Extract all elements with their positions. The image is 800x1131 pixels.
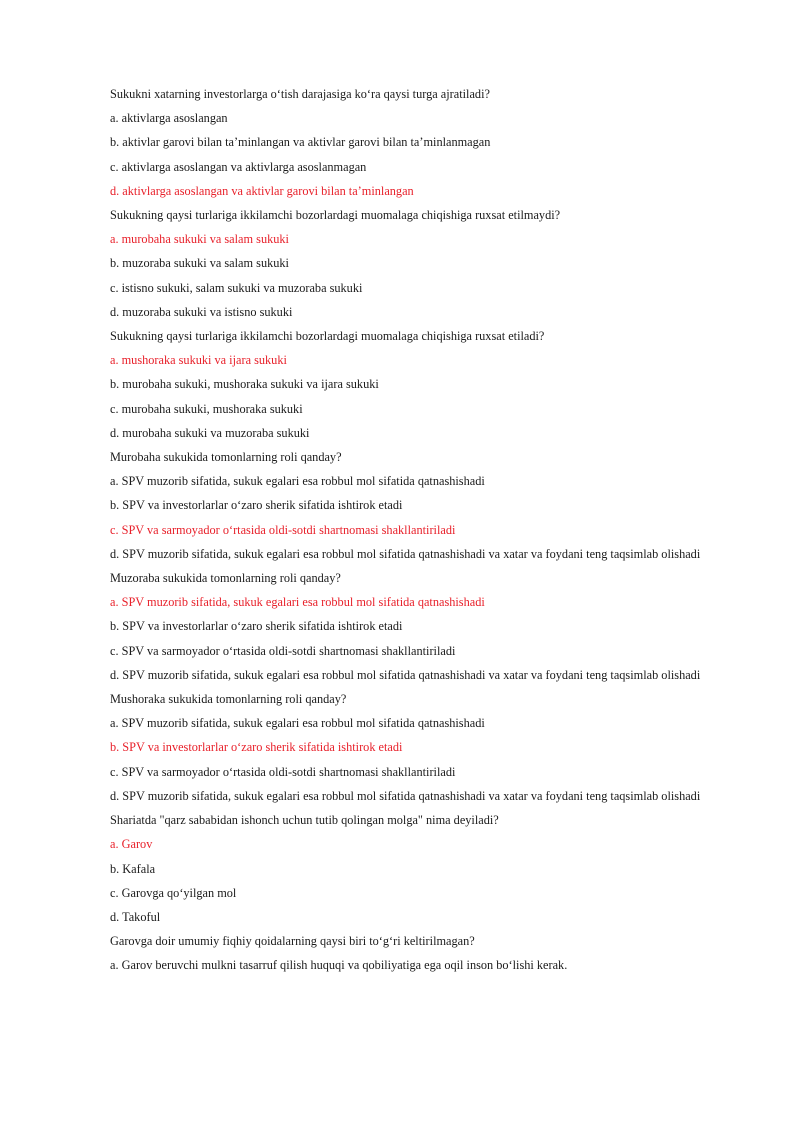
question-block	[110, 82, 714, 203]
answer-option: b. SPV va investorlarlar o‘zaro sherik sifatida ishtirok etadi	[110, 619, 403, 634]
answer-option: d. murobaha sukuki va muzoraba sukuki	[110, 425, 310, 440]
question-block	[110, 687, 714, 808]
answer-option: d. muzoraba sukuki va istisno sukuki	[110, 304, 293, 319]
answer-option: c. murobaha sukuki, mushoraka sukuki	[110, 401, 303, 416]
correct-answer-option: a. mushoraka sukuki va ijara sukuki	[110, 353, 287, 368]
answer-option: d. SPV muzorib sifatida, sukuk egalari esa robbul mol sifatida qatnashishadi va xatar va foydani teng taqsimlab olishadi	[110, 788, 701, 803]
question-text: Murobaha sukukida tomonlarning roli qanday?	[110, 450, 342, 465]
answer-option: b. muzoraba sukuki va salam sukuki	[110, 256, 289, 271]
answer-option: d. SPV muzorib sifatida, sukuk egalari esa robbul mol sifatida qatnashishadi va xatar va foydani teng taqsimlab olishadi	[110, 667, 701, 682]
correct-answer-option: a. Garov	[110, 837, 153, 852]
question-text: Mushoraka sukukida tomonlarning roli qanday?	[110, 692, 347, 707]
answer-option: b. aktivlar garovi bilan ta’minlangan va aktivlar garovi bilan ta’minlanmagan	[110, 135, 491, 150]
question-text: Garovga doir umumiy fiqhiy qoidalarning qaysi biri to‘g‘ri keltirilmagan?	[110, 934, 475, 949]
question-block	[110, 324, 714, 445]
answer-option: a. SPV muzorib sifatida, sukuk egalari esa robbul mol sifatida qatnashishadi	[110, 474, 485, 489]
question-block	[110, 203, 714, 324]
question-block	[110, 808, 714, 929]
correct-answer-option: d. aktivlarga asoslangan va aktivlar garovi bilan ta’minlangan	[110, 183, 414, 198]
answer-option: a. Garov beruvchi mulkni tasarruf qilish huquqi va qobiliyatiga ega oqil inson bo‘lishi kerak.	[110, 958, 568, 973]
quiz-document	[110, 82, 714, 978]
answer-option: a. SPV muzorib sifatida, sukuk egalari esa robbul mol sifatida qatnashishadi	[110, 716, 485, 731]
answer-option: b. Kafala	[110, 861, 156, 876]
answer-option: c. SPV va sarmoyador o‘rtasida oldi-sotdi shartnomasi shakllantiriladi	[110, 643, 456, 658]
answer-option: c. istisno sukuki, salam sukuki va muzoraba sukuki	[110, 280, 363, 295]
question-text: Muzoraba sukukida tomonlarning roli qanday?	[110, 571, 341, 586]
question-text: Sukukning qaysi turlariga ikkilamchi bozorlardagi muomalaga chiqishiga ruxsat etiladi?	[110, 329, 545, 344]
question-text: Shariatda "qarz sababidan ishonch uchun tutib qolingan molga" nima deyiladi?	[110, 813, 499, 828]
answer-option: c. SPV va sarmoyador o‘rtasida oldi-sotdi shartnomasi shakllantiriladi	[110, 764, 456, 779]
answer-option: d. SPV muzorib sifatida, sukuk egalari esa robbul mol sifatida qatnashishadi va xatar va foydani teng taqsimlab olishadi	[110, 546, 701, 561]
correct-answer-option: c. SPV va sarmoyador o‘rtasida oldi-sotdi shartnomasi shakllantiriladi	[110, 522, 456, 537]
question-block	[110, 445, 714, 566]
correct-answer-option: a. SPV muzorib sifatida, sukuk egalari esa robbul mol sifatida qatnashishadi	[110, 595, 485, 610]
question-text: Sukukning qaysi turlariga ikkilamchi bozorlardagi muomalaga chiqishiga ruxsat etilmaydi?	[110, 208, 561, 223]
question-block	[110, 929, 714, 977]
answer-option: b. murobaha sukuki, mushoraka sukuki va ijara sukuki	[110, 377, 379, 392]
answer-option: b. SPV va investorlarlar o‘zaro sherik sifatida ishtirok etadi	[110, 498, 403, 513]
correct-answer-option: a. murobaha sukuki va salam sukuki	[110, 232, 289, 247]
answer-option: a. aktivlarga asoslangan	[110, 111, 228, 126]
answer-option: c. Garovga qo‘yilgan mol	[110, 885, 237, 900]
answer-option: c. aktivlarga asoslangan va aktivlarga asoslanmagan	[110, 159, 367, 174]
answer-option: d. Takoful	[110, 909, 161, 924]
question-block	[110, 566, 714, 687]
question-text: Sukukni xatarning investorlarga o‘tish darajasiga ko‘ra qaysi turga ajratiladi?	[110, 87, 490, 101]
correct-answer-option: b. SPV va investorlarlar o‘zaro sherik sifatida ishtirok etadi	[110, 740, 403, 755]
